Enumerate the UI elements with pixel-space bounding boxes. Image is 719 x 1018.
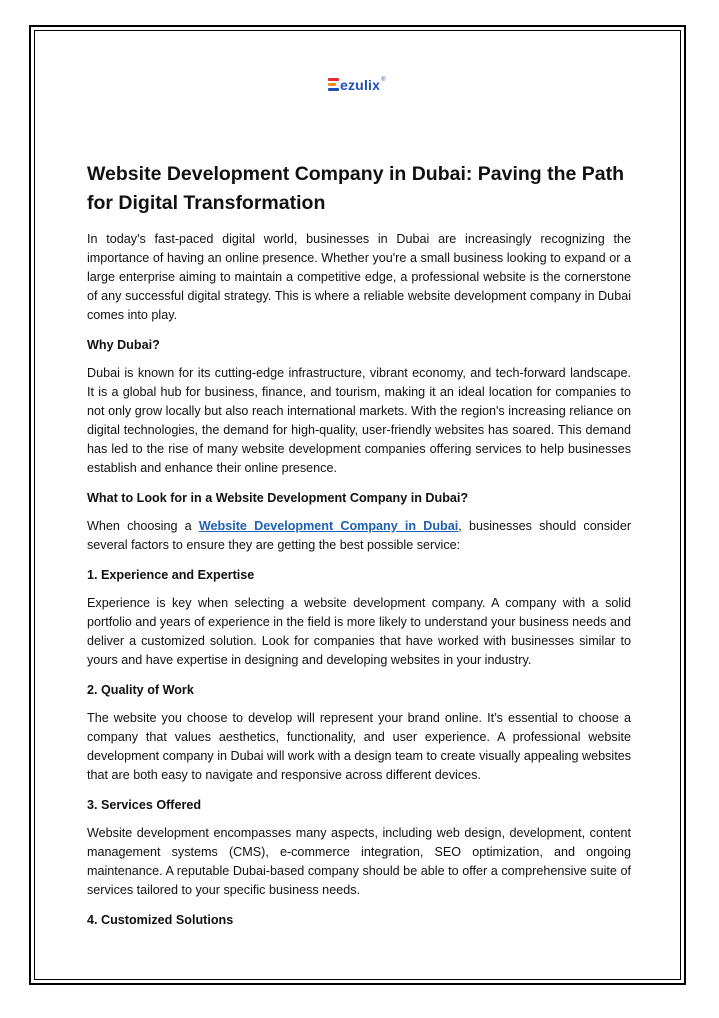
- look-text-before: When choosing a: [87, 519, 199, 533]
- section-paragraph: Experience is key when selecting a website development company. A company with a solid portfolio and years of experience in the field is more likely to understand your business needs and deliver a customized solution. Look for companies that have worked with businesses similar to yours and have expertise in designing and developing websites in your industry.: [87, 596, 631, 667]
- logo-text: ezulix: [340, 77, 381, 93]
- what-to-look-for-paragraph: [87, 517, 631, 555]
- intro-paragraph: In today's fast-paced digital world, businesses in Dubai are increasingly recognizing the importance of having an online presence. Whether you're a small business looking to expand or a large enterprise aiming to maintain a competitive edge, a professional website is the cornerstone of any successful digital strategy. This is where a reliable website development company in Dubai comes into play.: [87, 232, 631, 322]
- section-paragraph: The website you choose to develop will represent your brand online. It’s essential to choose a company that values aesthetics, functionality, and user experience. A professional website development company in Dubai will work with a design team to create visually appealing websites that are both easy to navigate and responsive across different devices.: [87, 711, 631, 782]
- article-title: Website Development Company in Dubai: Paving the Path for Digital Transformation: [87, 163, 625, 214]
- section-heading: 1. Experience and Expertise: [87, 568, 255, 582]
- website-development-company-link[interactable]: Website Development Company in Dubai: [198, 519, 459, 533]
- ezulix-logo: [328, 74, 386, 96]
- article: [87, 160, 631, 939]
- section-paragraph: Website development encompasses many aspects, including web design, development, content management systems (CMS), e-commerce integration, SEO optimization, and ongoing maintenance. A reputable Dubai-based company should be able to offer a comprehensive suite of services tailored to your specific business needs.: [87, 826, 631, 897]
- logo-mark-icon: [328, 78, 339, 92]
- section-heading: 3. Services Offered: [87, 798, 202, 812]
- section-heading: 2. Quality of Work: [87, 683, 194, 697]
- what-to-look-for-heading: What to Look for in a Website Development Company in Dubai?: [87, 491, 469, 505]
- section-heading: 4. Customized Solutions: [87, 913, 234, 927]
- logo-registered-mark: ®: [381, 77, 386, 83]
- look-text-after: , businesses should consider several factors to ensure they are getting the best possible service:: [87, 519, 632, 552]
- why-dubai-paragraph: Dubai is known for its cutting-edge infrastructure, vibrant economy, and tech-forward landscape. It is a global hub for business, finance, and tourism, making it an ideal location for companies to not only grow locally but also reach international markets. With the region's increasing reliance on digital technologies, the demand for high-quality, user-friendly websites has soared. This demand has led to the rise of many website development companies offering services to help businesses establish and enhance their online presence.: [87, 366, 631, 475]
- why-dubai-heading: Why Dubai?: [87, 338, 160, 352]
